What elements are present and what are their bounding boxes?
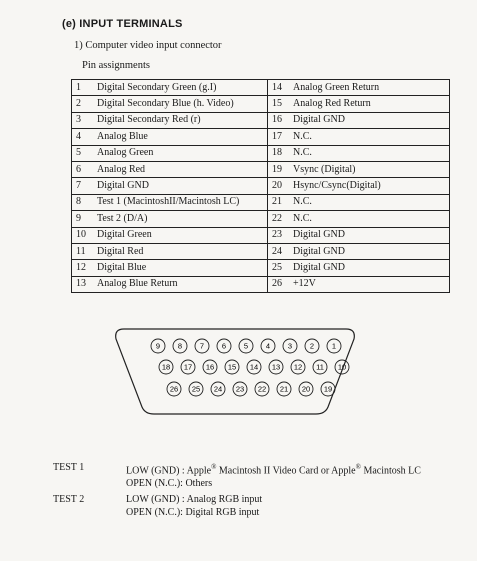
connector-pin-label: 9 [155, 341, 161, 351]
pin-number: 13 [72, 276, 94, 292]
connector-pin-label: 20 [301, 384, 311, 394]
pin-number: 21 [268, 194, 290, 210]
test1-low-mid: Macintosh II Video Card or Apple [216, 465, 356, 477]
pin-number: 7 [72, 178, 94, 194]
pin-number: 3 [72, 112, 94, 128]
test1-label: TEST 1 [53, 462, 85, 473]
connector-pin [305, 339, 319, 353]
connector-pin [173, 339, 187, 353]
connector-pin [239, 339, 253, 353]
pin-number: 16 [268, 112, 290, 128]
connector-pin [167, 382, 181, 396]
pin-assignments-label: Pin assignments [82, 60, 150, 71]
pin-description: Vsync (Digital) [289, 161, 450, 177]
test1-low-line [126, 461, 466, 477]
connector-pin [247, 360, 261, 374]
pin-description: Analog Blue Return [93, 276, 268, 292]
pin-description: Test 2 (D/A) [93, 211, 268, 227]
pin-number: 24 [268, 243, 290, 259]
connector-pin-label: 11 [316, 362, 324, 372]
pin-number: 12 [72, 260, 94, 276]
pin-row [72, 112, 450, 128]
pin-number: 2 [72, 96, 94, 112]
pin-row [72, 243, 450, 259]
connector-pin-label: 19 [323, 384, 333, 394]
pin-row [72, 161, 450, 177]
pin-description: Analog Green Return [289, 80, 450, 96]
pin-row [72, 178, 450, 194]
pin-row [72, 276, 450, 292]
pin-description: Digital Secondary Red (r) [93, 112, 268, 128]
pin-row [72, 260, 450, 276]
pin-row [72, 129, 450, 145]
connector-pin-label: 16 [205, 362, 215, 372]
connector-pin [321, 382, 335, 396]
pin-description: Hsync/Csync(Digital) [289, 178, 450, 194]
pin-description: N.C. [289, 145, 450, 161]
connector-pin [299, 382, 313, 396]
connector-pin-label: 5 [243, 341, 249, 351]
connector-pin [233, 382, 247, 396]
pin-description: Digital GND [289, 112, 450, 128]
connector-pin [291, 360, 305, 374]
connector-pin [327, 339, 341, 353]
connector-pin-label: 6 [221, 341, 227, 351]
registered-mark: ® [211, 463, 217, 471]
pin-description: N.C. [289, 211, 450, 227]
connector-pin-label: 25 [191, 384, 201, 394]
pin-description: N.C. [289, 194, 450, 210]
test1-low-suffix: Macintosh LC [360, 465, 421, 477]
connector-pin [195, 339, 209, 353]
pin-description: Digital Red [93, 243, 268, 259]
registered-mark: ® [355, 463, 361, 471]
pin-row [72, 194, 450, 210]
connector-pin-label: 10 [337, 362, 347, 372]
section-heading: (e) INPUT TERMINALS [62, 18, 183, 30]
connector-pin-label: 14 [249, 362, 259, 372]
pin-number: 15 [268, 96, 290, 112]
pin-number: 19 [268, 161, 290, 177]
pin-row [72, 227, 450, 243]
test2-open-line: OPEN (N.C.): Digital RGB input [126, 507, 260, 518]
connector-diagram [110, 323, 360, 418]
connector-pin [261, 339, 275, 353]
test1-low-prefix: LOW (GND) : Apple [126, 465, 212, 477]
pin-number: 5 [72, 145, 94, 161]
pin-number: 17 [268, 129, 290, 145]
connector-pin-label: 15 [227, 362, 237, 372]
connector-pin [181, 360, 195, 374]
pin-number: 11 [72, 243, 94, 259]
pin-description: Digital GND [93, 178, 268, 194]
pin-description: Digital GND [289, 227, 450, 243]
pin-number: 14 [268, 80, 290, 96]
pin-description: Test 1 (MacintoshII/Macintosh LC) [93, 194, 268, 210]
pin-number: 23 [268, 227, 290, 243]
connector-pin [255, 382, 269, 396]
pin-description: Analog Red Return [289, 96, 450, 112]
connector-pin [189, 382, 203, 396]
test1-note [53, 461, 473, 491]
pin-row [72, 145, 450, 161]
pin-number: 22 [268, 211, 290, 227]
pin-number: 20 [268, 178, 290, 194]
pin-description: Analog Blue [93, 129, 268, 145]
connector-pin-label: 26 [169, 384, 179, 394]
connector-pin [203, 360, 217, 374]
pin-number: 9 [72, 211, 94, 227]
pin-description: +12V [289, 276, 450, 292]
pin-description: Digital Secondary Green (g.I) [93, 80, 268, 96]
pin-number: 26 [268, 276, 290, 292]
connector-pin [159, 360, 173, 374]
pin-number: 18 [268, 145, 290, 161]
pin-description: Digital Green [93, 227, 268, 243]
pin-description: N.C. [289, 129, 450, 145]
pin-number: 6 [72, 161, 94, 177]
connector-pin-label: 21 [279, 384, 289, 394]
pin-row [72, 96, 450, 112]
connector-pin-label: 12 [293, 362, 303, 372]
pin-number: 25 [268, 260, 290, 276]
connector-pin-label: 24 [213, 384, 223, 394]
connector-pin-label: 1 [331, 341, 337, 351]
connector-pin [211, 382, 225, 396]
connector-pin-label: 23 [235, 384, 245, 394]
pin-number: 8 [72, 194, 94, 210]
pin-description: Analog Green [93, 145, 268, 161]
pin-description: Digital GND [289, 260, 450, 276]
connector-pin-label: 4 [265, 341, 271, 351]
pin-description: Digital GND [289, 243, 450, 259]
test1-open-line: OPEN (N.C.): Others [126, 478, 213, 490]
connector-pin [151, 339, 165, 353]
connector-pin-label: 3 [287, 341, 293, 351]
subheading: 1) Computer video input connector [74, 40, 222, 51]
pin-number: 1 [72, 80, 94, 96]
connector-pin-label: 2 [309, 341, 315, 351]
connector-pin [269, 360, 283, 374]
connector-pin-label: 8 [177, 341, 183, 351]
pin-assignment-table [71, 79, 450, 293]
connector-pin-label: 17 [183, 362, 193, 372]
connector-pin [217, 339, 231, 353]
connector-pin [313, 360, 327, 374]
connector-pin-label: 13 [271, 362, 281, 372]
pin-number: 4 [72, 129, 94, 145]
test2-label: TEST 2 [53, 494, 85, 505]
pin-description: Digital Blue [93, 260, 268, 276]
connector-pin-label: 18 [161, 362, 171, 372]
connector-pin [225, 360, 239, 374]
pin-description: Analog Red [93, 161, 268, 177]
pin-description: Digital Secondary Blue (h. Video) [93, 96, 268, 112]
pin-number: 10 [72, 227, 94, 243]
connector-pin-label: 7 [199, 341, 205, 351]
connector-pin [283, 339, 297, 353]
test2-low-line: LOW (GND) : Analog RGB input [126, 494, 263, 505]
connector-pin [277, 382, 291, 396]
pin-row [72, 211, 450, 227]
connector-pin-label: 22 [257, 384, 267, 394]
pin-row [72, 80, 450, 96]
test2-note [53, 493, 473, 523]
